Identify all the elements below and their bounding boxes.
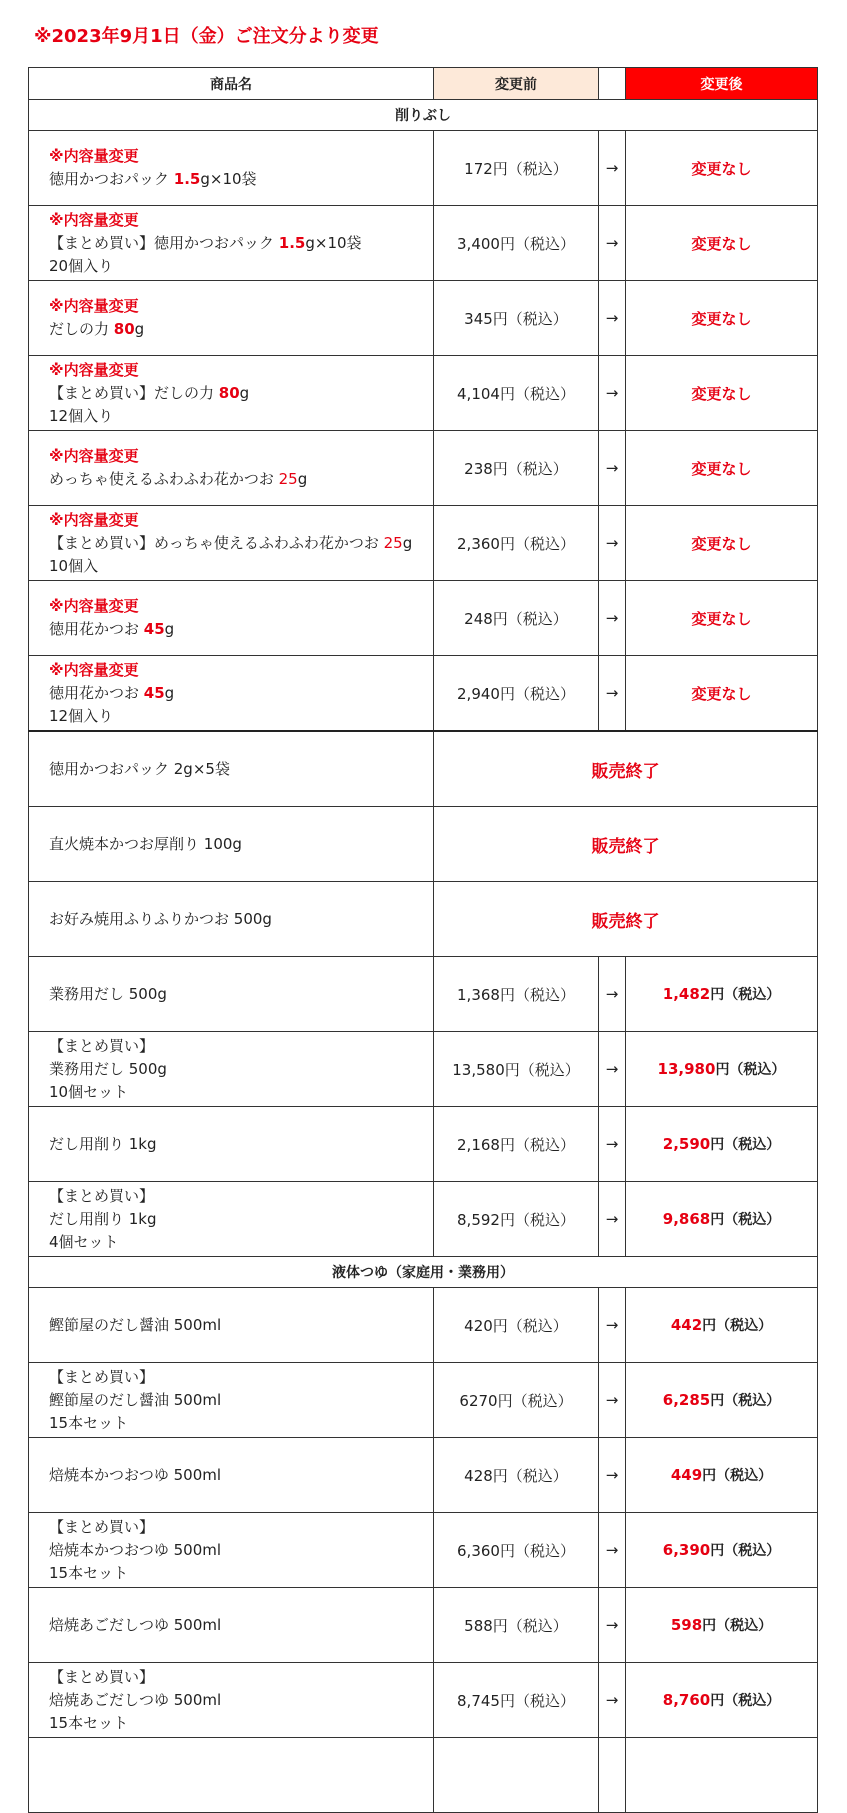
product-name: 徳用花かつお [49, 683, 144, 702]
product-name-cell [29, 1363, 434, 1438]
product-name: 焙焼本かつおつゆ 500ml [49, 1540, 222, 1559]
no-change-label: 変更なし [626, 656, 818, 732]
product-name-cell [29, 1107, 434, 1182]
volume-change-note: ※内容量変更 [49, 297, 139, 315]
price-before: 238円（税込） [434, 431, 599, 506]
volume-value: 25 [278, 470, 298, 488]
price-after-tax: 円（税込） [710, 1393, 781, 1409]
volume-value: 80 [218, 383, 240, 402]
price-after-value: 8,760 [662, 1691, 711, 1709]
price-before: 420円（税込） [434, 1288, 599, 1363]
price-after-value: 6,285 [662, 1391, 711, 1409]
table-row [29, 1182, 818, 1257]
table-row [29, 1363, 818, 1438]
price-after [626, 1588, 818, 1663]
arrow-icon: → [599, 1663, 626, 1738]
product-name: 業務用だし 500g [49, 984, 167, 1003]
pack-count: 12個入り [49, 406, 114, 425]
product-name-cell [29, 656, 434, 732]
section-title: 削りぶし [29, 100, 818, 131]
price-after-tax: 円（税込） [702, 1468, 773, 1484]
product-name-cell [29, 1288, 434, 1363]
price-after-tax: 円（税込） [710, 1212, 781, 1228]
product-name: めっちゃ使えるふわふわ花かつお [49, 470, 279, 488]
price-after-tax: 円（税込） [710, 1543, 781, 1559]
table-row [29, 731, 818, 807]
arrow-icon: → [599, 1288, 626, 1363]
arrow-icon: → [599, 1363, 626, 1438]
product-name-cell [29, 356, 434, 431]
product-name-cell [29, 581, 434, 656]
price-before: 2,168円（税込） [434, 1107, 599, 1182]
product-name: だし用削り 1kg [49, 1209, 157, 1228]
product-name-cell [29, 281, 434, 356]
pack-count: 15本セット [49, 1713, 129, 1732]
price-after [626, 1513, 818, 1588]
volume-change-note: ※内容量変更 [49, 510, 139, 529]
discontinued-label: 販売終了 [434, 882, 818, 957]
price-before: 6,360円（税込） [434, 1513, 599, 1588]
table-row [29, 131, 818, 206]
table-row [29, 1288, 818, 1363]
volume-unit: g [164, 683, 175, 702]
table-row [29, 807, 818, 882]
product-name: だしの力 [49, 320, 114, 338]
table-row [29, 281, 818, 356]
price-after-tax: 円（税込） [702, 1618, 773, 1634]
arrow-icon: → [599, 656, 626, 732]
discontinued-label: 販売終了 [434, 807, 818, 882]
volume-change-note: ※内容量変更 [49, 660, 139, 679]
table-row [29, 581, 818, 656]
header-after: 変更後 [626, 68, 818, 100]
price-after-value: 1,482 [662, 985, 711, 1003]
volume-unit: g [134, 320, 145, 338]
volume-unit: g×10袋 [200, 170, 257, 188]
price-after-value: 2,590 [662, 1135, 711, 1153]
bulk-label: 【まとめ買い】 [49, 1367, 155, 1386]
table-row [29, 431, 818, 506]
notice-heading: ※2023年9月1日（金）ご注文分より変更 [34, 26, 379, 47]
arrow-icon: → [599, 356, 626, 431]
table-row [29, 957, 818, 1032]
price-before: 2,940円（税込） [434, 656, 599, 732]
volume-unit: g [297, 470, 308, 488]
no-change-label: 変更なし [626, 431, 818, 506]
price-before: 4,104円（税込） [434, 356, 599, 431]
volume-change-note: ※内容量変更 [49, 597, 139, 615]
price-before: 8,592円（税込） [434, 1182, 599, 1257]
arrow-icon: → [599, 206, 626, 281]
price-after-tax: 円（税込） [710, 987, 781, 1003]
arrow-icon: → [599, 1438, 626, 1513]
product-name: 業務用だし 500g [49, 1059, 167, 1078]
arrow-icon: → [599, 131, 626, 206]
table-row [29, 506, 818, 581]
volume-value: 45 [143, 620, 165, 638]
table-row [29, 656, 818, 732]
volume-unit: g [402, 533, 413, 552]
product-name-cell [29, 1438, 434, 1513]
product-name: 鰹節屋のだし醤油 500ml [49, 1315, 222, 1334]
table-row [29, 1107, 818, 1182]
price-after-value: 9,868 [662, 1210, 711, 1228]
pack-count: 12個入り [49, 706, 114, 725]
no-change-label: 変更なし [626, 131, 818, 206]
price-after [626, 1663, 818, 1738]
no-change-label: 変更なし [626, 206, 818, 281]
table-row [29, 356, 818, 431]
product-name-cell [29, 1588, 434, 1663]
product-name: 【まとめ買い】徳用かつおパック [49, 233, 279, 252]
price-before: 248円（税込） [434, 581, 599, 656]
price-after [626, 1288, 818, 1363]
bulk-label: 【まとめ買い】 [49, 1186, 155, 1205]
table-row [29, 206, 818, 281]
no-change-label: 変更なし [626, 281, 818, 356]
price-before: 1,368円（税込） [434, 957, 599, 1032]
arrow-icon: → [599, 1107, 626, 1182]
volume-unit: g [239, 383, 250, 402]
price-after [626, 1107, 818, 1182]
header-arrow-blank [599, 68, 626, 100]
bulk-label: 【まとめ買い】 [49, 1667, 155, 1686]
pack-count: 10個入 [49, 556, 99, 575]
pack-count: 15本セット [49, 1563, 129, 1582]
table-row [29, 882, 818, 957]
price-after [626, 1363, 818, 1438]
product-name: 徳用かつおパック 2g×5袋 [29, 731, 434, 807]
price-after-tax: 円（税込） [715, 1062, 786, 1078]
volume-value: 1.5 [173, 170, 201, 188]
product-name-cell [29, 506, 434, 581]
product-name: 鰹節屋のだし醤油 500ml [49, 1390, 222, 1409]
product-name: 直火焼本かつお厚削り 100g [29, 807, 434, 882]
price-before: 2,360円（税込） [434, 506, 599, 581]
price-after-value: 449 [670, 1466, 703, 1484]
section-row [29, 1257, 818, 1288]
price-change-table [28, 67, 818, 1813]
product-name-cell [29, 957, 434, 1032]
product-name-cell [29, 131, 434, 206]
price-after-value: 442 [670, 1316, 703, 1334]
table-row [29, 1032, 818, 1107]
no-change-label: 変更なし [626, 506, 818, 581]
price-before: 588円（税込） [434, 1588, 599, 1663]
bulk-label: 【まとめ買い】 [49, 1036, 155, 1055]
pack-count: 20個入り [49, 256, 114, 275]
price-before: 8,745円（税込） [434, 1663, 599, 1738]
product-name-cell [29, 1032, 434, 1107]
table-row [29, 1588, 818, 1663]
header-name: 商品名 [29, 68, 434, 100]
volume-change-note: ※内容量変更 [49, 447, 139, 465]
volume-value: 45 [143, 683, 165, 702]
arrow-icon: → [599, 1588, 626, 1663]
product-name: 【まとめ買い】だしの力 [49, 383, 219, 402]
volume-change-note: ※内容量変更 [49, 147, 139, 165]
table-row [29, 1513, 818, 1588]
arrow-icon: → [599, 1032, 626, 1107]
price-after [626, 1182, 818, 1257]
price-after-value: 598 [670, 1616, 703, 1634]
volume-value: 1.5 [278, 233, 306, 252]
table-row-partial [29, 1738, 818, 1813]
price-after-tax: 円（税込） [702, 1318, 773, 1334]
price-after-tax: 円（税込） [710, 1137, 781, 1153]
volume-change-note: ※内容量変更 [49, 210, 139, 229]
arrow-icon: → [599, 1182, 626, 1257]
product-name-cell [29, 1513, 434, 1588]
product-name: 焙焼あごだしつゆ 500ml [49, 1615, 222, 1634]
price-before: 428円（税込） [434, 1438, 599, 1513]
product-name-cell [29, 431, 434, 506]
price-before: 13,580円（税込） [434, 1032, 599, 1107]
arrow-icon: → [599, 581, 626, 656]
pack-count: 4個セット [49, 1232, 119, 1251]
product-name: 焙焼あごだしつゆ 500ml [49, 1690, 222, 1709]
product-name-cell [29, 1182, 434, 1257]
arrow-icon: → [599, 281, 626, 356]
price-before: 3,400円（税込） [434, 206, 599, 281]
product-name: 焙焼本かつおつゆ 500ml [49, 1465, 222, 1484]
table-row [29, 1663, 818, 1738]
arrow-icon: → [599, 1513, 626, 1588]
arrow-icon: → [599, 957, 626, 1032]
product-name: 徳用かつおパック [49, 170, 174, 188]
price-before: 6270円（税込） [434, 1363, 599, 1438]
header-row [29, 68, 818, 100]
volume-value: 80 [113, 320, 135, 338]
product-name: だし用削り 1kg [49, 1134, 157, 1153]
discontinued-label: 販売終了 [434, 731, 818, 807]
price-after [626, 1032, 818, 1107]
pack-count: 10個セット [49, 1082, 129, 1101]
section-title: 液体つゆ（家庭用・業務用） [29, 1257, 818, 1288]
price-after-value: 6,390 [662, 1541, 711, 1559]
volume-unit: g×10袋 [305, 233, 362, 252]
product-name: お好み焼用ふりふりかつお 500g [29, 882, 434, 957]
price-before: 345円（税込） [434, 281, 599, 356]
volume-value: 25 [383, 533, 403, 552]
volume-unit: g [164, 620, 175, 638]
arrow-icon: → [599, 431, 626, 506]
product-name: 徳用花かつお [49, 620, 144, 638]
volume-change-note: ※内容量変更 [49, 360, 139, 379]
price-after [626, 957, 818, 1032]
price-after-value: 13,980 [657, 1060, 716, 1078]
product-name-cell [29, 1663, 434, 1738]
table-row [29, 1438, 818, 1513]
price-after [626, 1438, 818, 1513]
price-after-tax: 円（税込） [710, 1693, 781, 1709]
product-name: 【まとめ買い】めっちゃ使えるふわふわ花かつお [49, 533, 384, 552]
arrow-icon: → [599, 506, 626, 581]
header-before: 変更前 [434, 68, 599, 100]
section-row [29, 100, 818, 131]
product-name-cell [29, 206, 434, 281]
no-change-label: 変更なし [626, 356, 818, 431]
no-change-label: 変更なし [626, 581, 818, 656]
price-before: 172円（税込） [434, 131, 599, 206]
bulk-label: 【まとめ買い】 [49, 1517, 155, 1536]
pack-count: 15本セット [49, 1413, 129, 1432]
